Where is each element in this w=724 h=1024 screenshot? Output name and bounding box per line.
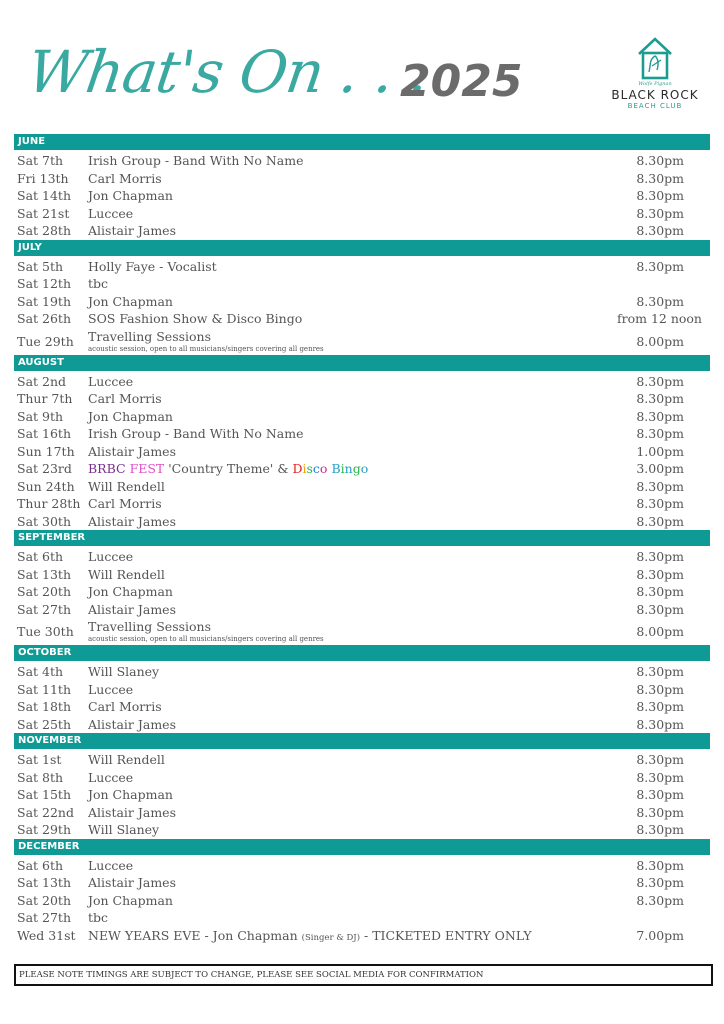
event-act-name: Jon Chapman <box>88 787 173 802</box>
event-date: Sat 28th <box>17 223 71 238</box>
event-time: 8.30pm <box>636 857 684 873</box>
event-date: Sun 24th <box>17 478 75 494</box>
event-row <box>14 926 710 944</box>
event-row <box>14 204 710 222</box>
event-row <box>14 151 710 169</box>
event-row <box>14 680 710 698</box>
event-time: 8.30pm <box>636 892 684 908</box>
event-act <box>88 479 165 494</box>
event-act-name: Travelling Sessions <box>88 619 212 634</box>
event-row <box>14 442 710 460</box>
event-date: Sat 8th <box>17 769 64 785</box>
event-date: Sat 20th <box>17 584 71 599</box>
event-row <box>14 908 710 926</box>
event-time: 8.30pm <box>636 373 684 389</box>
event-act <box>88 893 173 908</box>
page-title-year: 2025 <box>400 56 523 107</box>
event-row <box>14 662 710 680</box>
event-act <box>88 514 176 529</box>
event-act-name: Alistair James <box>88 513 176 529</box>
event-time: 8.30pm <box>636 496 684 511</box>
event-row <box>14 600 710 618</box>
event-time: 8.30pm <box>636 188 684 203</box>
event-date: Sat 22nd <box>17 804 74 820</box>
event-act-name: Irish Group - Band With No Name <box>88 426 304 441</box>
event-row <box>14 477 710 495</box>
event-date: Sat 4th <box>17 664 64 679</box>
event-act-name: Jon Chapman <box>88 188 173 203</box>
logo-tagline: Wolfe Pignan <box>638 81 672 87</box>
event-act-name: SOS Fashion Show & Disco Bingo <box>88 311 303 326</box>
event-time: 8.30pm <box>636 822 684 837</box>
event-act <box>88 584 173 599</box>
event-act <box>88 602 176 617</box>
event-row <box>14 750 710 768</box>
event-row <box>14 617 710 644</box>
event-act <box>88 374 133 389</box>
page-title: What's On . . . <box>23 38 433 106</box>
event-act-name: Alistair James <box>88 443 176 459</box>
event-act <box>88 496 162 511</box>
event-act <box>88 426 303 441</box>
event-date: Sat 15th <box>17 787 71 802</box>
event-row <box>14 494 710 512</box>
event-act <box>88 311 302 326</box>
event-act-name: Alistair James <box>88 223 176 238</box>
event-act-name: Irish Group - Band With No Name <box>88 153 304 168</box>
event-row <box>14 512 710 530</box>
event-time: from 12 noon <box>617 311 702 326</box>
event-row <box>14 803 710 821</box>
event-time: 8.30pm <box>636 258 684 274</box>
event-date: Sat 30th <box>17 513 71 529</box>
event-row <box>14 186 710 204</box>
event-act-name: Jon Chapman <box>88 408 173 424</box>
event-time: 8.00pm <box>636 333 684 349</box>
header <box>0 0 724 130</box>
event-time: 7.00pm <box>636 927 684 943</box>
event-date: Sat 13th <box>17 875 71 890</box>
event-time: 8.30pm <box>636 408 684 424</box>
event-row <box>14 274 710 292</box>
event-date: Sat 16th <box>17 426 71 441</box>
event-row <box>14 372 710 390</box>
event-time: 1.00pm <box>636 443 684 459</box>
month-header-september: SEPTEMBER <box>14 530 710 546</box>
event-date: Sat 14th <box>17 188 71 203</box>
logo-subtitle: BEACH CLUB <box>627 102 683 110</box>
event-date: Sat 6th <box>17 857 64 873</box>
event-row <box>14 407 710 425</box>
event-row <box>14 785 710 803</box>
event-act <box>88 858 133 873</box>
brand-logo <box>600 36 710 120</box>
event-act-name: Jon Chapman <box>88 293 173 309</box>
event-act-name: Will Slaney <box>88 822 160 837</box>
month-header-august: AUGUST <box>14 355 710 371</box>
event-date: Sat 9th <box>17 408 64 424</box>
event-act <box>88 787 173 802</box>
event-date: Fri 13th <box>17 170 69 186</box>
event-time: 8.30pm <box>636 804 684 820</box>
timing-disclaimer: PLEASE NOTE TIMINGS ARE SUBJECT TO CHANGE, PLEASE SEE SOCIAL MEDIA FOR CONFIRMATION <box>14 964 713 986</box>
event-act-name: Will Rendell <box>88 566 165 582</box>
event-act-name: Luccee <box>88 769 134 785</box>
month-header-november: NOVEMBER <box>14 733 710 749</box>
event-date: Sat 29th <box>17 822 71 837</box>
event-act-name: Alistair James <box>88 875 176 890</box>
event-date: Sun 17th <box>17 443 75 459</box>
event-act-name: Carl Morris <box>88 170 162 186</box>
event-act <box>88 770 133 785</box>
event-act <box>88 682 133 697</box>
event-act-name: Alistair James <box>88 716 176 732</box>
month-header-july: JULY <box>14 240 710 256</box>
event-act <box>88 153 303 168</box>
event-row <box>14 327 710 354</box>
event-act <box>88 276 108 291</box>
event-act <box>88 223 176 238</box>
event-act-name: Luccee <box>88 205 134 221</box>
event-time: 8.30pm <box>636 478 684 494</box>
event-time: 8.30pm <box>636 566 684 582</box>
event-act-name: tbc <box>88 910 109 925</box>
event-time: 8.30pm <box>636 549 684 564</box>
event-time: 8.00pm <box>636 624 684 639</box>
event-act-name: Will Rendell <box>88 752 165 767</box>
event-row <box>14 768 710 786</box>
event-time: 8.30pm <box>636 293 684 309</box>
event-act <box>88 567 165 582</box>
event-date: Thur 28th <box>17 496 81 511</box>
event-act <box>88 444 176 459</box>
event-time: 8.30pm <box>636 584 684 599</box>
event-act <box>88 699 162 714</box>
event-date: Thur 7th <box>17 391 73 406</box>
event-act <box>88 805 176 820</box>
event-time: 3.00pm <box>636 461 684 476</box>
event-row <box>14 873 710 891</box>
event-time: 8.30pm <box>636 223 684 238</box>
event-date: Sat 27th <box>17 601 71 617</box>
event-act <box>88 188 173 203</box>
event-date: Sat 5th <box>17 258 64 274</box>
event-act <box>88 549 133 564</box>
event-act-name: tbc <box>88 276 109 291</box>
event-act-name: Luccee <box>88 373 134 389</box>
event-row <box>14 582 710 600</box>
month-header-june: JUNE <box>14 134 710 150</box>
event-act <box>88 752 165 767</box>
event-time: 8.30pm <box>636 787 684 802</box>
event-act <box>88 206 133 221</box>
event-act-festival: BRBC FEST 'Country Theme' & Disco Bingo <box>88 461 369 476</box>
event-time: 8.30pm <box>636 875 684 890</box>
event-act-name: Jon Chapman <box>88 584 173 599</box>
event-act-name: Luccee <box>88 681 134 697</box>
event-time: 8.30pm <box>636 681 684 697</box>
event-time: 8.30pm <box>636 205 684 221</box>
event-row <box>14 424 710 442</box>
event-act-name: Holly Faye - Vocalist <box>88 258 217 274</box>
event-act: NEW YEARS EVE - Jon Chapman (Singer & DJ) - TICKETED ENTRY ONLY <box>88 927 532 943</box>
event-date: Sat 26th <box>17 311 71 326</box>
event-date: Tue 30th <box>17 624 74 639</box>
event-act-name: Luccee <box>88 857 134 873</box>
event-act-name: Carl Morris <box>88 391 162 406</box>
event-time: 8.30pm <box>636 769 684 785</box>
event-date: Sat 18th <box>17 699 71 714</box>
event-date: Sat 19th <box>17 293 71 309</box>
event-time: 8.30pm <box>636 391 684 406</box>
event-act-name: Travelling Sessions <box>88 328 212 344</box>
event-row <box>14 891 710 909</box>
logo-name: BLACK ROCK <box>611 88 699 102</box>
event-time: 8.30pm <box>636 513 684 529</box>
event-row <box>14 257 710 275</box>
event-act <box>88 619 324 643</box>
event-date: Sat 11th <box>17 681 71 697</box>
event-act <box>88 329 324 353</box>
event-note: acoustic session, open to all musicians/singers covering all genres <box>88 344 324 353</box>
event-row <box>14 565 710 583</box>
event-date: Sat 7th <box>17 153 64 168</box>
event-act-name: Alistair James <box>88 804 176 820</box>
event-act <box>88 664 159 679</box>
event-act <box>88 910 108 925</box>
event-act-name: Luccee <box>88 549 134 564</box>
event-date: Sat 1st <box>17 752 62 767</box>
event-schedule <box>14 133 710 943</box>
event-act-name: Carl Morris <box>88 496 162 511</box>
event-row <box>14 309 710 327</box>
event-date: Sat 21st <box>17 205 70 221</box>
event-time: 8.30pm <box>636 426 684 441</box>
event-act-name: Carl Morris <box>88 699 162 714</box>
event-note: acoustic session, open to all musicians/singers covering all genres <box>88 635 324 643</box>
event-act <box>88 409 173 424</box>
month-header-december: DECEMBER <box>14 839 710 855</box>
event-act <box>88 171 162 186</box>
event-date: Sat 25th <box>17 716 71 732</box>
event-row <box>14 459 710 477</box>
event-act <box>88 717 176 732</box>
event-act <box>88 875 176 890</box>
event-row <box>14 856 710 874</box>
beach-hut-icon <box>635 36 675 80</box>
event-row <box>14 169 710 187</box>
event-act <box>88 391 162 406</box>
event-row <box>14 547 710 565</box>
event-time: 8.30pm <box>636 153 684 168</box>
event-date: Sat 12th <box>17 276 71 291</box>
event-time: 8.30pm <box>636 170 684 186</box>
month-header-october: OCTOBER <box>14 645 710 661</box>
event-time: 8.30pm <box>636 716 684 732</box>
event-date: Sat 20th <box>17 892 71 908</box>
event-act-name: Jon Chapman <box>88 892 173 908</box>
event-date: Wed 31st <box>17 927 76 943</box>
event-date: Sat 6th <box>17 549 64 564</box>
event-date: Sat 27th <box>17 910 71 925</box>
event-time: 8.30pm <box>636 664 684 679</box>
event-row <box>14 389 710 407</box>
event-date: Sat 13th <box>17 566 71 582</box>
event-date: Sat 2nd <box>17 373 67 389</box>
event-act <box>88 259 217 274</box>
event-act <box>88 822 159 837</box>
event-time: 8.30pm <box>636 699 684 714</box>
event-act-name: Will Slaney <box>88 664 160 679</box>
event-row <box>14 292 710 310</box>
event-date: Tue 29th <box>17 333 74 349</box>
event-row <box>14 715 710 733</box>
event-act-name: Will Rendell <box>88 478 165 494</box>
event-time: 8.30pm <box>636 752 684 767</box>
event-act-name: Alistair James <box>88 601 176 617</box>
event-row <box>14 820 710 838</box>
event-act <box>88 294 173 309</box>
event-row <box>14 697 710 715</box>
event-time: 8.30pm <box>636 601 684 617</box>
event-date: Sat 23rd <box>17 461 72 476</box>
event-row <box>14 221 710 239</box>
